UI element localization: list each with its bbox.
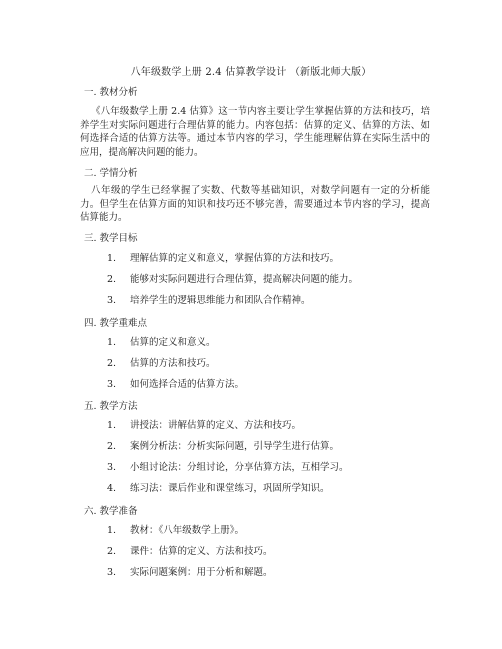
list-item: [107, 336, 216, 349]
list-item-text: 估算的定义和意义。: [130, 337, 216, 348]
list-item-number: 1.: [107, 525, 117, 536]
list-item-number: 3.: [107, 295, 117, 306]
list-item-number: 2.: [107, 358, 117, 369]
document-title: 八年级数学上册 2.4 估算教学设计 （新版北师大版）: [130, 67, 372, 78]
list-item-number: 2.: [107, 441, 117, 452]
section-heading-teaching-preparation: 六. 教学准备: [84, 506, 138, 517]
list-item: [107, 545, 273, 558]
list-item: [107, 378, 244, 391]
list-item-number: 1.: [107, 337, 117, 348]
list-item: [107, 566, 273, 579]
section-paragraph-student-analysis: 八年级的学生已经掌握了实数、代数等基础知识，对数学问题有一定的分析能力。但学生在估算方面的知识和技巧还不够完善，需要通过本节内容的学习，提高估算能力。: [80, 185, 430, 223]
list-item: [107, 252, 339, 265]
list-item-number: 2.: [107, 274, 117, 285]
list-item-number: 4.: [107, 483, 117, 494]
list-item-text: 理解估算的定义和意义，掌握估算的方法和技巧。: [130, 253, 340, 264]
list-item-text: 小组讨论法：分组讨论，分享估算方法，互相学习。: [130, 462, 349, 473]
list-item: [107, 273, 358, 286]
section-heading-textbook-analysis: 一. 教材分析: [84, 87, 138, 98]
list-item: [107, 357, 216, 370]
list-item-text: 教材：《八年级数学上册》。: [130, 525, 245, 536]
section-heading-teaching-methods: 五. 教学方法: [84, 401, 138, 412]
list-item-text: 实际问题案例：用于分析和解题。: [130, 567, 273, 578]
section-paragraph-textbook-analysis: 《八年级数学上册 2.4 估算》这一节内容主要让学生掌握估算的方法和技巧，培养学生对实际问题进行合理估算的能力。内容包括：估算的定义、估算的方法、如何选择合适的估算方法等。通过本节内容的学习，学生能理解估算在实际生活中的应用，提高解决问题的能力。: [80, 106, 430, 158]
list-item-number: 3.: [107, 379, 117, 390]
list-item: [107, 419, 301, 432]
list-item-text: 讲授法：讲解估算的定义、方法和技巧。: [130, 420, 302, 431]
section-heading-student-analysis: 二. 学情分析: [84, 168, 138, 179]
list-item-text: 练习法：课后作业和课堂练习，巩固所学知识。: [130, 483, 330, 494]
list-item: [107, 482, 330, 495]
list-item-text: 课件：估算的定义、方法和技巧。: [130, 546, 273, 557]
list-item-number: 3.: [107, 567, 117, 578]
list-item-text: 如何选择合适的估算方法。: [130, 379, 245, 390]
list-item: [107, 294, 311, 307]
list-item-number: 2.: [107, 546, 117, 557]
list-item-number: 1.: [107, 253, 117, 264]
list-item-text: 培养学生的逻辑思维能力和团队合作精神。: [130, 295, 311, 306]
section-heading-teaching-goals: 三. 教学目标: [84, 233, 138, 244]
list-item: [107, 524, 244, 537]
list-item: [107, 461, 349, 474]
list-item-text: 能够对实际问题进行合理估算，提高解决问题的能力。: [130, 274, 359, 285]
section-heading-key-points: 四. 教学重难点: [84, 318, 148, 329]
list-item-number: 1.: [107, 420, 117, 431]
list-item-text: 估算的方法和技巧。: [130, 358, 216, 369]
list-item-text: 案例分析法：分析实际问题，引导学生进行估算。: [130, 441, 340, 452]
list-item-number: 3.: [107, 462, 117, 473]
list-item: [107, 440, 339, 453]
